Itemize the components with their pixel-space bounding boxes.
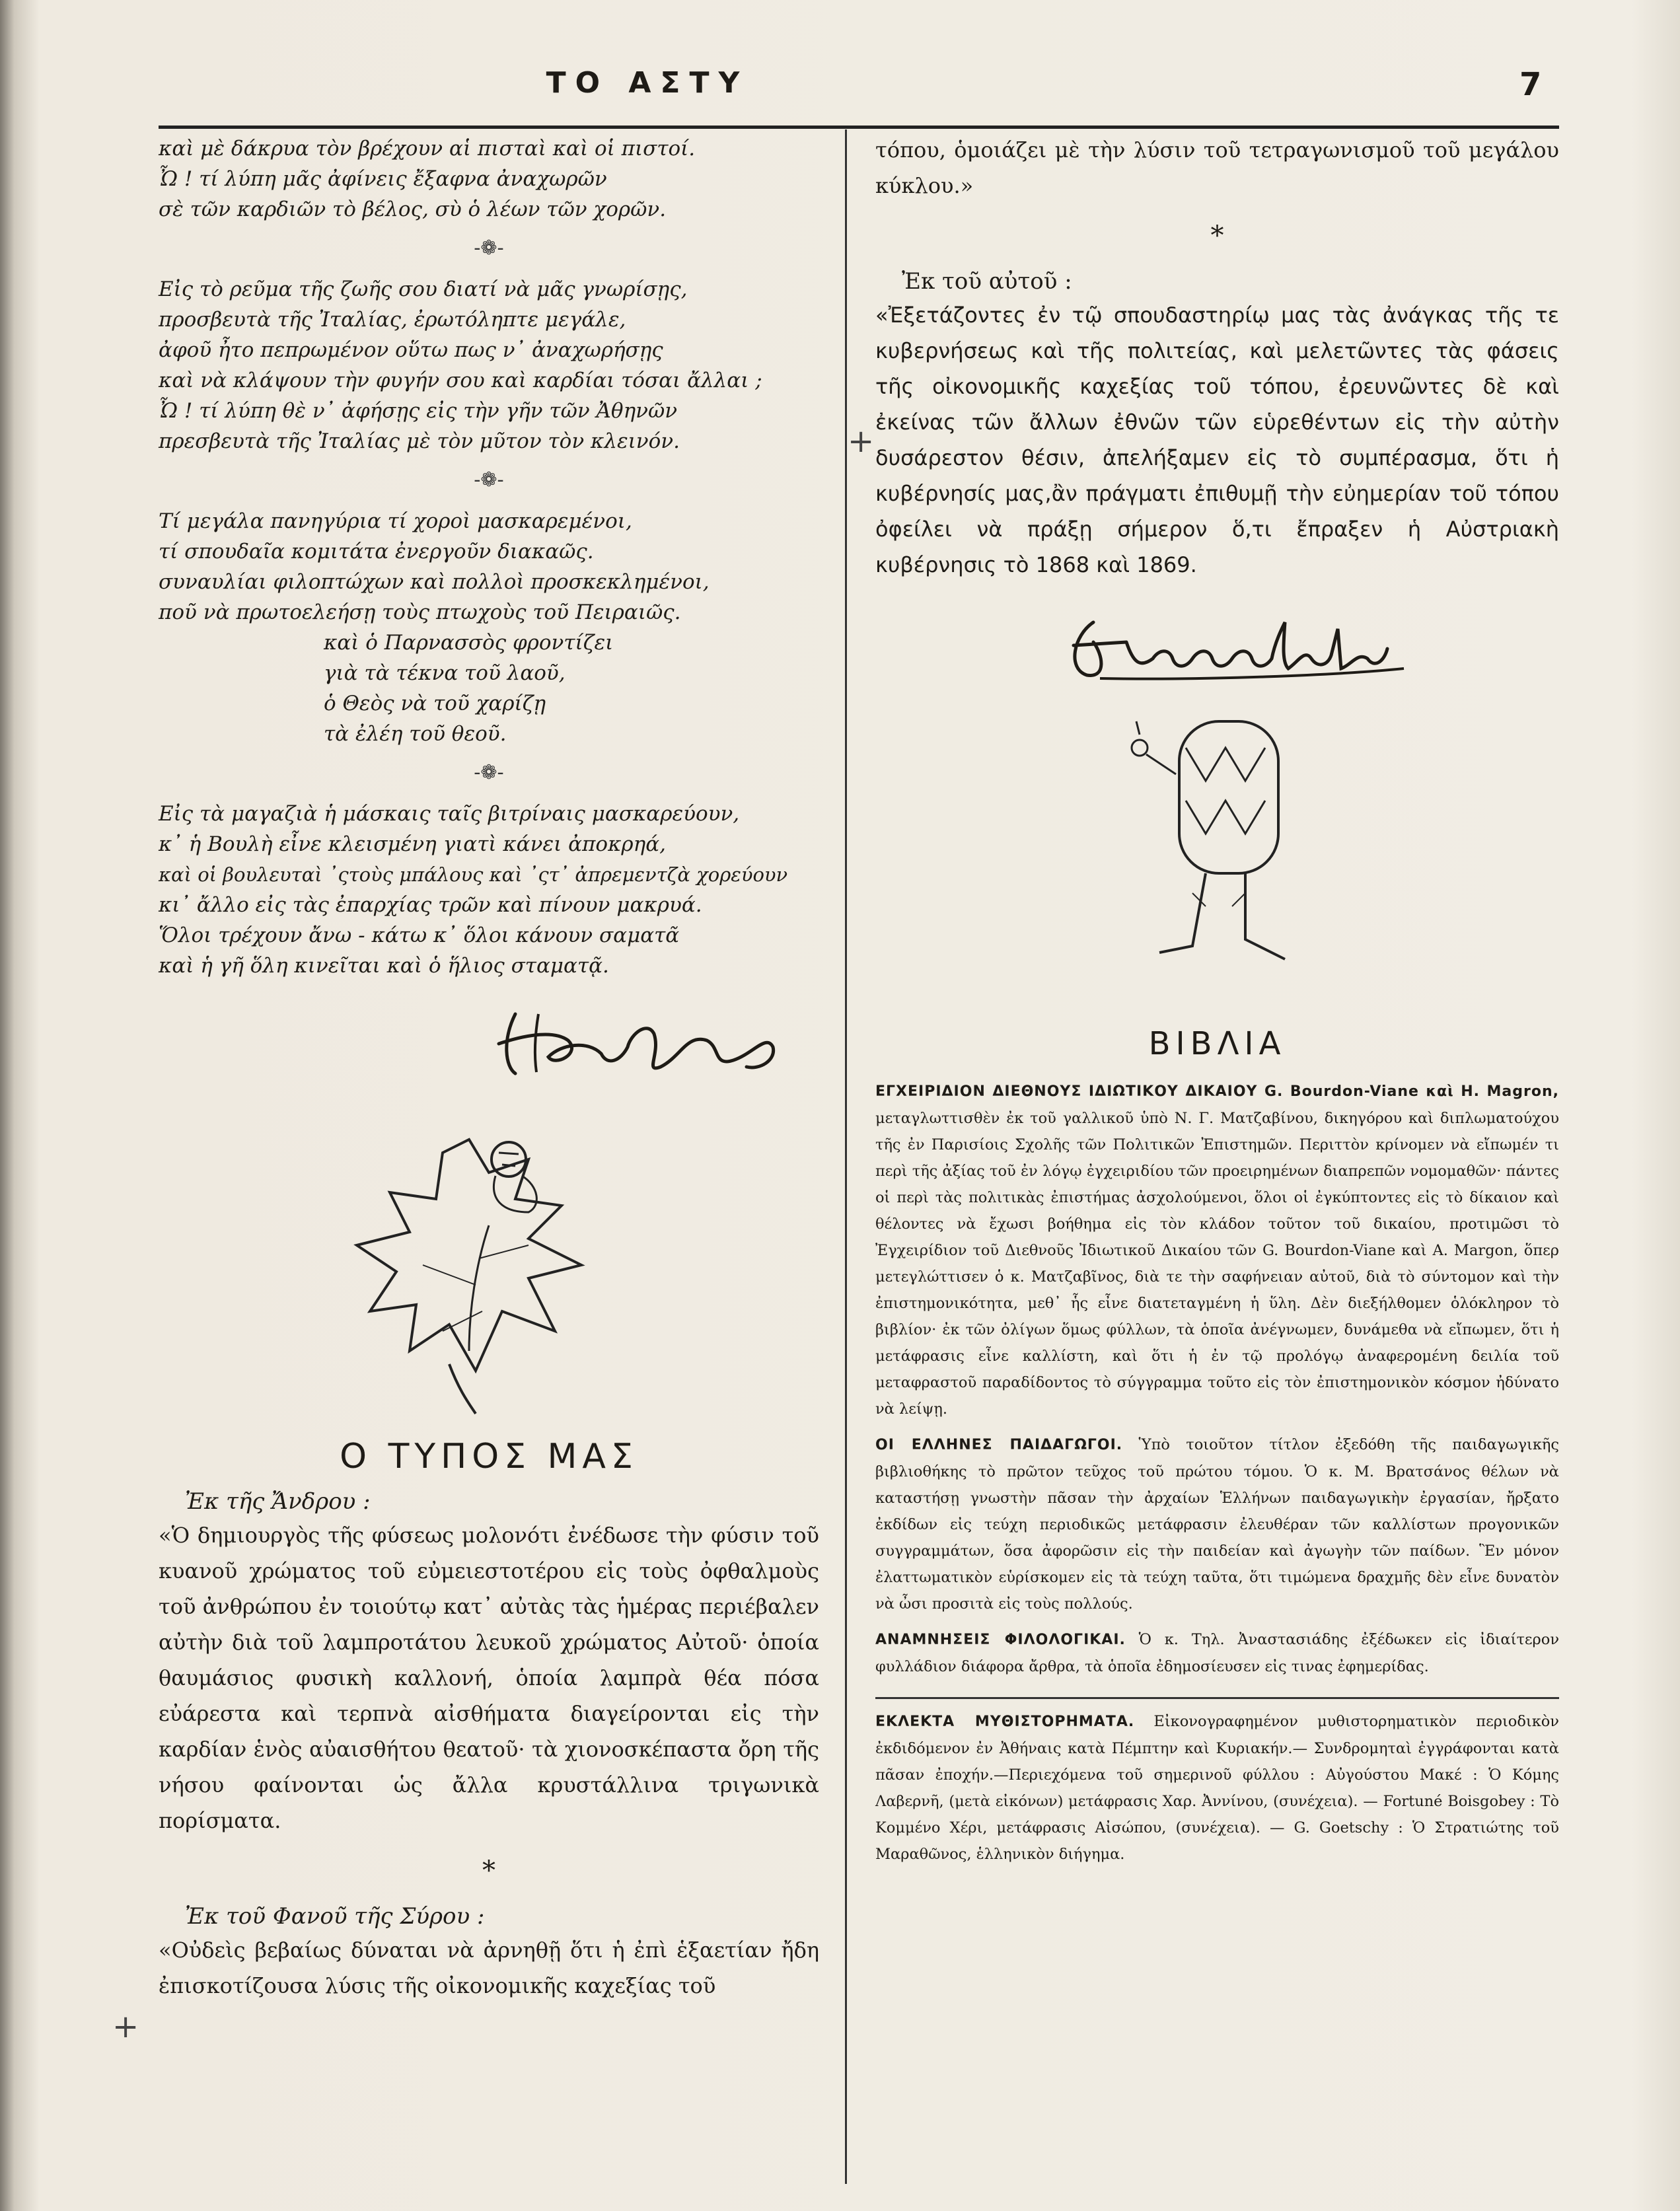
verse-line: ὁ Θεὸς νὰ τοῦ χαρίζῃ: [324, 692, 546, 715]
verse-line: κ᾽ ἡ Βουλὴ εἶνε κλεισμένη γιατὶ κάνει ἀποκρηά,: [159, 832, 666, 856]
verse-line: Ὦ ! τί λύπη θὲ ν᾽ ἀφήσῃς εἰς τὴν γῆν τῶν Ἀθηνῶν: [159, 399, 678, 423]
verse-line: τί σπουδαῖα κομιτάτα ἐνεργοῦν διακαῶς.: [159, 540, 594, 563]
book-text: Ὁ κ. Τηλ. Ἀναστασιάδης ἐξέδωκεν εἰς ἰδιαίτερον φυλλάδιον διάφορα ἄρθρα, τὰ ὁποῖα ἐδημοσίευσεν εἰς τινας ἐφημερίδας.: [875, 1631, 1560, 1675]
asterisk-divider: *: [482, 1856, 495, 1886]
drum-illustration: [875, 695, 1559, 972]
book-text: Ὑπὸ τοιοῦτον τίτλον ἐξεδόθη τῆς παιδαγωγικῆς βιβλιοθήκης τὸ πρῶτον τεῦχος τοῦ πρώτου τόμου. Ὁ κ. Μ. Βρατσάνος θέλων νὰ καταστήσῃ γνωστὴν πᾶσαν τὴν ἀρχαίων Ἑλλήνων παιδαγωγικὴν ἐργασίαν, ἤρξατο ἐκδίδων εἰς τεύχη περιοδικῶς μετάφρασιν ἐλευθέραν τῶν καλλίστων προγονικῶν συγγραμμάτων, ὅσα ἀφορῶσιν εἰς τὴν παιδείαν καὶ ἀγωγὴν τῶν παίδων. Ἓν μόνον ἐλαττωματικὸν εὑρίσκομεν εἰς τὰ τεύχη ταῦτα, ὅτι τιμώμενα δραχμῆς δὲν εἶνε δυνατὸν νὰ ὦσι προσιτὰ εἰς τοὺς πολλούς.: [875, 1436, 1559, 1613]
press-quote: «Ἐξετάζοντες ἐν τῷ σπουδαστηρίῳ μας τὰς ἀνάγκας τῆς τε κυβερνήσεως καὶ τῆς πολιτείας, καὶ μελετῶντες τὰς φάσεις τῆς οἰκονομικῆς καχεξίας τοῦ τόπου, ἐρευνῶντες δὲ καὶ ἐκείνας τῶν ἄλλων ἐθνῶν τῶν εὑρεθέντων εἰς τὴν αὐτὴν δυσάρεστον θέσιν, ἀπελήξαμεν εἰς τὸ συμπέρασμα, ὅτι ἡ κυβέρνησίς μας,ἂν πράγματι ἐπιθυμῇ τὴν εὐημερίαν τοῦ τόπου ὀφείλει νὰ πράξῃ σήμερον ὅ,τι ἔπραξεν ἡ Αὐστριακὴ κυβέρνησις τὸ 1868 καὶ 1869.: [875, 303, 1559, 577]
handwritten-signature: [159, 994, 819, 1087]
ornament-divider: -❁-: [474, 236, 504, 260]
book-title: ΕΓΧΕΙΡΙΔΙΟΝ ΔΙΕΘΝΟΥΣ ΙΔΙΩΤΙΚΟΥ ΔΙΚΑΙΟΥ G. Bourdon-Viane καὶ H. Magron,: [875, 1083, 1559, 1100]
page-number: 7: [1519, 66, 1542, 103]
book-review: [875, 1432, 1559, 1617]
verse-line: καὶ ὁ Παρνασσὸς φροντίζει: [324, 631, 614, 655]
book-review: [875, 1708, 1559, 1867]
verse-line: καὶ μὲ δάκρυα τὸν βρέχουν αἱ πισταὶ καὶ οἱ πιστοί.: [159, 137, 696, 161]
right-column: [875, 132, 1559, 1867]
masthead-title: ΤΟ ΑΣΤΥ: [546, 66, 749, 100]
left-column: [159, 132, 819, 2004]
press-source: Ἐκ τῆς Ἄνδρου :: [185, 1488, 371, 1515]
press-quote: «Ὁ δημιουργὸς τῆς φύσεως μολονότι ἐνέδωσε τὴν φύσιν τοῦ κυανοῦ χρώματος τοῦ εὐμειεστοτέρου εἰς τοὺς ὀφθαλμοὺς τοῦ ἀνθρώπου ἐν τοιούτῳ κατ᾽ αὐτὰς τὰς ἡμέρας περιέβαλεν αὐτὴν διὰ τοῦ λαμπροτάτου λευκοῦ χρώματος Αὐτοῦ· ὁποία θαυμάσιος φυσικὴ καλλονή, ὁποία λαμπρὰ θέα πόσα εὐάρεστα καὶ τερπνὰ αἰσθήματα διαγείρονται εἰς τὴν καρδίαν ἑνὸς αὐαισθήτου θεατοῦ· τὰ χιονοσκέπαστα ὄρη τῆς νήσου φαίνονται ὡς ἄλλα κρυστάλλινα τριγωνικὰ πορίσματα.: [159, 1523, 819, 1833]
leaf-illustration: [159, 1113, 819, 1417]
section-title-books: ΒΙΒΛΙΑ: [1148, 1025, 1286, 1062]
verse-line: Εἰς τὸ ρεῦμα τῆς ζωῆς σου διατί νὰ μᾶς γνωρίσῃς,: [159, 277, 688, 301]
book-text: Εἰκονογραφημένον μυθιστορηματικὸν περιοδικὸν ἐκδιδόμενον ἐν Ἀθήναις κατὰ Πέμπτην καὶ Κυριακήν.— Συνδρομηταὶ ἐγγράφονται κατὰ πᾶσαν ἐποχήν.—Περιεχόμενα τοῦ σημερινοῦ φύλλου : Αὐγούστου Μακέ : Ὁ Κόμης Λαβερνῆ, (μετὰ εἰκόνων) μετάφρασις Χαρ. Ἀννίνου, (συνέχεια). — Fortuné Boisgobey : Τὸ Κομμένο Χέρι, μετάφρασις Αἰσώπου, (συνέχεια). — G. Goetschy : Ὁ Στρατιώτης τοῦ Μαραθῶνος, ἑλληνικὸν διήγημα.: [875, 1713, 1559, 1863]
verse-line: σὲ τῶν καρδιῶν τὸ βέλος, σὺ ὁ λέων τῶν χορῶν.: [159, 198, 667, 221]
stanza-2: [159, 274, 819, 456]
stanza-1: [159, 133, 819, 225]
verse-line: κι᾽ ἄλλο εἰς τὰς ἐπαρχίας τρῶν καὶ πίνουν μακρυά.: [159, 893, 702, 917]
verse-line: τὰ ἐλέη τοῦ θεοῦ.: [324, 722, 507, 746]
ornament-divider: -❁-: [474, 468, 504, 491]
press-source: Ἐκ τοῦ αὐτοῦ :: [902, 268, 1072, 295]
stanza-3: [159, 506, 819, 749]
press-quote: «Οὐδεὶς βεβαίως δύναται νὰ ἀρνηθῇ ὅτι ἡ ἐπὶ ἑξαετίαν ἤδη ἐπισκοτίζουσα λύσις τῆς οἰκονομικῆς καχεξίας τοῦ: [159, 1938, 819, 1998]
stanza-4: [159, 799, 819, 981]
asterisk-divider: *: [1210, 221, 1224, 251]
verse-line: γιὰ τὰ τέκνα τοῦ λαοῦ,: [324, 661, 566, 685]
margin-mark-icon: +: [112, 2008, 139, 2045]
verse-line: συναυλίαι φιλοπτώχων καὶ πολλοὶ προσκεκλημένοι,: [159, 570, 710, 594]
verse-line: Ὦ ! τί λύπη μᾶς ἀφίνεις ἔξαφνα ἀναχωρῶν: [159, 167, 607, 191]
book-title: ΟΙ ΕΛΛΗΝΕΣ ΠΑΙΔΑΓΩΓΟΙ.: [875, 1437, 1123, 1453]
handwritten-signature: [875, 602, 1559, 688]
press-quote-continued: τόπου, ὁμοιάζει μὲ τὴν λύσιν τοῦ τετραγωνισμοῦ τοῦ μεγάλου κύκλου.»: [875, 137, 1559, 198]
book-text: μεταγλωττισθὲν ἐκ τοῦ γαλλικοῦ ὑπὸ Ν. Γ. Ματζαβίνου, δικηγόρου καὶ διπλωματούχου τῆς ἐν Παρισίοις Σχολῆς τῶν Πολιτικῶν Ἐπιστημῶν. Περιττὸν κρίνομεν νὰ εἴπωμέν τι περὶ τῆς ἀξίας τοῦ ἐν λόγῳ ἐγχειριδίου τῶν προειρημένων διαπρεπῶν νομομαθῶν· πάντες οἱ περὶ τὰς πολιτικὰς ἐπιστήμας ἀσχολούμενοι, ὅλοι οἱ ἐγκύπτοντες εἰς τὸ δίκαιον καὶ θέλοντες νὰ ἔχωσι βοήθημα εἰς τὸν κλάδον τοῦτον τοῦ δικαίου, προτιμῶσι τὸ Ἐγχειρίδιον τοῦ Διεθνοῦς Ἰδιωτικοῦ Δικαίου τῶν G. Bourdon-Viane καὶ A. Margon, ὅπερ μετεγλώττισεν ὁ κ. Ματζαβῖνος, διὰ τε τὴν σαφήνειαν αὐτοῦ, διὰ τὸ σύντομον καὶ τὴν ἐπιστημονικότητα, μεθ᾽ ἧς εἶνε διατεταγμένη ἡ ὕλη. Δὲν διεξήλθομεν ὁλόκληρον τὸ βιβλίον· ἐκ τῶν ὀλίγων ὅμως φύλλων, τὰ ὁποῖα ἀνέγνωμεν, δυνάμεθα νὰ εἴπωμεν, ὅτι ἡ μετάφρασις εἶνε καλλίστη, καὶ ὅτι ἡ ἐν τῷ προλόγῳ ἀναφερομένη δειλία τοῦ μεταφραστοῦ παραδίδοντος τὸ σύγγραμμα τοῦτο εἰς τὸν ἐπιστημονικὸν κόσμον ἠδύνατο νὰ λείψῃ.: [875, 1110, 1559, 1418]
margin-mark-icon: +: [848, 423, 875, 460]
verse-line: Τί μεγάλα πανηγύρια τί χοροὶ μασκαρεμένοι,: [159, 509, 632, 533]
header-rule: [159, 126, 1559, 129]
book-title: ΑΝΑΜΝΗΣΕΙΣ ΦΙΛΟΛΟΓΙΚΑΙ.: [875, 1632, 1126, 1648]
column-divider: [845, 129, 847, 2184]
verse-line: καὶ οἱ βουλευταὶ ᾽ςτοὺς μπάλους καὶ ᾽ςτ᾽ ἀπρεμεντζὰ χορεύουν: [159, 863, 788, 886]
verse-line: καὶ νὰ κλάψουν τὴν φυγήν σου καὶ καρδίαι τόσαι ἄλλαι ;: [159, 369, 762, 392]
verse-line: καὶ ἡ γῆ ὅλη κινεῖται καὶ ὁ ἥλιος σταματᾷ.: [159, 954, 609, 978]
book-review: [875, 1078, 1559, 1422]
verse-line: πρεσβευτὰ τῆς Ἰταλίας μὲ τὸν μῦτον τὸν κλεινόν.: [159, 429, 680, 453]
book-title: ΕΚΛΕΚΤΑ ΜΥΘΙΣΤΟΡΗΜΑΤΑ.: [875, 1714, 1135, 1730]
ornament-divider: -❁-: [474, 761, 504, 784]
verse-line: ποῦ νὰ πρωτοελεήσῃ τοὺς πτωχοὺς τοῦ Πειραιῶς.: [159, 600, 681, 624]
book-review: [875, 1626, 1559, 1680]
section-title-press: Ο ΤΥΠΟΣ ΜΑΣ: [340, 1437, 638, 1476]
verse-line: ἀφοῦ ἦτο πεπρωμένον οὕτω πως ν᾽ ἀναχωρήσῃς: [159, 338, 663, 362]
verse-line: Ὅλοι τρέχουν ἄνω - κάτω κ᾽ ὅλοι κάνουν σαματᾶ: [159, 924, 680, 947]
verse-line: προσβευτὰ τῆς Ἰταλίας, ἐρωτόληπτε μεγάλε,: [159, 308, 626, 332]
press-source: Ἐκ τοῦ Φανοῦ τῆς Σύρου :: [185, 1903, 485, 1930]
verse-line: Εἰς τὰ μαγαζιὰ ἡ μάσκαις ταῖς βιτρίναις μασκαρεύουν,: [159, 802, 740, 826]
section-rule: [875, 1697, 1559, 1699]
